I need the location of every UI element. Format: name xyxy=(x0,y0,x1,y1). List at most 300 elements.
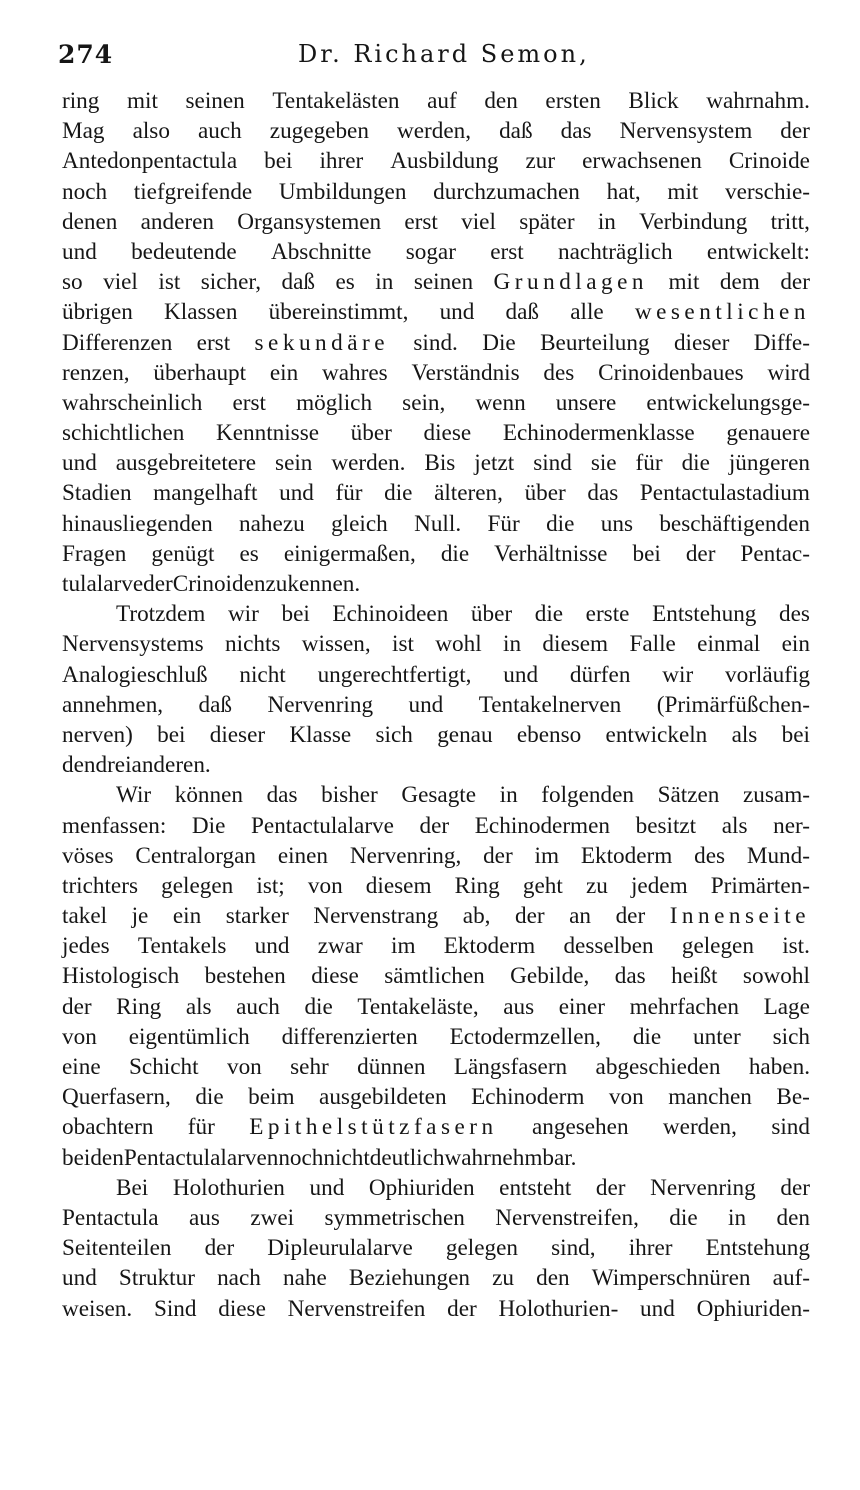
word: genauere xyxy=(726,420,810,447)
word: tulalarve xyxy=(62,571,144,597)
word: Diffe- xyxy=(753,329,810,356)
word: Analogieschluß xyxy=(62,661,208,688)
word: Fragen xyxy=(62,540,127,567)
word: Klasse xyxy=(289,721,352,748)
page-header xyxy=(58,40,808,76)
text-line xyxy=(62,599,810,629)
word: die xyxy=(384,480,413,507)
word: von xyxy=(608,1084,644,1111)
word: in xyxy=(503,631,522,658)
word: Be- xyxy=(776,1084,810,1111)
word: ausgebildeten xyxy=(319,1084,447,1111)
word: Verbindung xyxy=(639,208,748,235)
word: hat, xyxy=(606,178,641,205)
word: seinen xyxy=(185,88,245,114)
word: es xyxy=(239,540,259,567)
word: Abschnitte xyxy=(270,238,372,265)
text-line xyxy=(62,86,810,116)
word: sein xyxy=(275,450,313,477)
word: ist. xyxy=(782,933,810,960)
word: werden. xyxy=(331,450,406,477)
word: hinausliegenden xyxy=(62,510,213,537)
word: eigentümlich xyxy=(128,1023,250,1050)
word: vorläufig xyxy=(725,661,810,688)
word: Entstehung xyxy=(705,1235,810,1262)
word: Echinodermenklasse xyxy=(502,420,695,447)
word: über xyxy=(470,601,513,628)
word: der xyxy=(447,1295,477,1322)
word: ner- xyxy=(773,812,810,839)
word: mehrfachen xyxy=(629,993,740,1020)
word: bei xyxy=(781,721,810,748)
word: der xyxy=(685,540,716,567)
word: durchzumachen xyxy=(433,178,580,205)
word: nicht xyxy=(323,1144,370,1171)
word: diesem xyxy=(365,872,432,899)
word: Kenntnisse xyxy=(215,420,320,447)
word: annehmen, xyxy=(62,691,164,718)
word: in xyxy=(499,782,518,809)
word: möglich xyxy=(296,389,373,416)
word: Wimperschnüren xyxy=(591,1265,751,1292)
text-line xyxy=(62,629,810,659)
emphasized-word: wesentlichen xyxy=(634,299,810,326)
word: auf- xyxy=(772,1265,810,1292)
word: Ophiuriden- xyxy=(696,1295,810,1322)
text-line xyxy=(62,1143,810,1173)
word: gelegen xyxy=(445,1235,519,1262)
word: Trotzdem xyxy=(116,601,206,628)
word: zugegeben xyxy=(269,118,369,145)
word: das xyxy=(587,480,619,507)
word: daß xyxy=(499,118,533,145)
word: bei xyxy=(157,721,186,748)
word: Differenzen xyxy=(62,329,173,356)
word: in xyxy=(728,1204,747,1231)
word: der xyxy=(780,269,810,296)
word: Tentakeläste, xyxy=(357,993,479,1020)
word: kennen. xyxy=(287,571,361,597)
word: und xyxy=(279,480,314,507)
word: besitzt xyxy=(635,812,697,839)
word: für xyxy=(187,1114,215,1141)
word: nerven) xyxy=(62,721,133,748)
word: Umbildungen xyxy=(278,178,407,205)
word: sicher, xyxy=(200,269,262,296)
word: Sätzen xyxy=(657,782,720,809)
word: wenn xyxy=(475,389,526,416)
word: ist xyxy=(392,631,414,658)
word: anderen. xyxy=(131,752,211,779)
word: genügt xyxy=(151,540,215,567)
text-line xyxy=(62,961,810,991)
emphasized-word: Grundlagen xyxy=(493,269,649,296)
word: Nervenring xyxy=(267,691,374,718)
word: erst xyxy=(490,238,524,265)
word: nahe xyxy=(283,1265,327,1292)
word: Organsystemen xyxy=(237,208,382,235)
word: mangelhaft xyxy=(153,480,258,507)
text-line xyxy=(62,871,810,901)
text-line xyxy=(62,1173,810,1203)
word: Querfasern, xyxy=(62,1084,171,1111)
word: einen xyxy=(277,842,329,869)
word: den xyxy=(776,1204,810,1231)
word: wir xyxy=(662,661,694,688)
emphasized-word: Epithelstützfasern xyxy=(249,1114,498,1141)
word: Ektoderm xyxy=(580,842,673,869)
word: das xyxy=(266,782,298,809)
word: wissen, xyxy=(301,631,371,658)
word: sämtlichen xyxy=(384,963,485,990)
text-line xyxy=(62,1203,810,1233)
word: von xyxy=(307,872,343,899)
word: das xyxy=(614,963,646,990)
word: den xyxy=(484,88,518,114)
text-line xyxy=(62,720,810,750)
word: Nervenstreifen xyxy=(287,1295,426,1322)
word: und xyxy=(503,661,539,688)
word: Pentactulastadium xyxy=(639,480,810,507)
word: nahezu xyxy=(239,510,305,537)
word: Mund- xyxy=(746,842,810,869)
word: nachträglich xyxy=(558,238,673,265)
word: als xyxy=(721,812,748,839)
word: vöses xyxy=(62,842,114,869)
word: dünnen xyxy=(357,1054,426,1080)
word: Crinoiden xyxy=(172,571,266,597)
text-line xyxy=(62,1294,810,1324)
word: und xyxy=(62,238,97,265)
word: erwachsenen xyxy=(582,148,702,175)
word: unter xyxy=(693,1023,741,1050)
word: ausgebreitetere xyxy=(115,450,257,477)
word: haben. xyxy=(748,1054,810,1080)
word: Für xyxy=(487,510,520,537)
word: Die xyxy=(191,812,226,839)
text-line xyxy=(62,207,810,237)
word: wird xyxy=(767,359,810,386)
word: aus xyxy=(188,1204,220,1231)
text-line xyxy=(62,1022,810,1052)
word: Pentactulalarve xyxy=(251,812,394,839)
word: von xyxy=(62,1023,97,1050)
word: erste xyxy=(585,601,630,628)
word: als xyxy=(731,721,758,748)
word: Blick xyxy=(628,88,679,114)
word: jedem xyxy=(630,872,688,899)
word: unsere xyxy=(555,389,617,416)
word: ein xyxy=(172,903,202,930)
emphasized-word: Innenseite xyxy=(669,903,810,930)
word: als xyxy=(185,993,212,1020)
word: die xyxy=(546,510,575,537)
word: abgeschieden xyxy=(595,1054,721,1080)
word: Ring xyxy=(116,993,162,1020)
word: heißt xyxy=(671,963,718,990)
word: ihrer xyxy=(628,1235,673,1262)
word: übrigen xyxy=(62,299,133,326)
word: Pentactula xyxy=(62,1204,159,1231)
word: obachtern xyxy=(62,1114,154,1141)
word: Tentakelästen xyxy=(272,88,400,114)
word: Struktur xyxy=(118,1265,195,1292)
word: die xyxy=(195,1084,224,1111)
word: Verhältnisse xyxy=(494,540,608,567)
word: desselben xyxy=(563,933,654,960)
word: und xyxy=(408,691,444,718)
word: Antedonpentactula xyxy=(62,148,238,175)
word: in xyxy=(597,208,616,235)
word: übereinstimmt, xyxy=(268,299,409,326)
word: nichts xyxy=(225,631,281,658)
word: des xyxy=(779,601,810,628)
body-text xyxy=(62,86,810,1324)
word: jetzt xyxy=(474,450,515,477)
running-title: Dr. Richard Semon, xyxy=(298,40,590,68)
word: Nervenstrang xyxy=(313,903,439,930)
word: Nervenring xyxy=(650,1174,756,1201)
text-line xyxy=(62,539,810,569)
word: sein, xyxy=(402,389,446,416)
word: der xyxy=(483,842,513,869)
word: Ektoderm xyxy=(443,933,536,960)
text-line xyxy=(62,569,810,599)
word: Pentac- xyxy=(740,540,810,567)
text-line xyxy=(62,177,810,207)
word: zu xyxy=(585,872,608,899)
word: von xyxy=(226,1054,262,1080)
text-line xyxy=(62,509,810,539)
word: wahrnahm. xyxy=(706,88,810,114)
word: bei xyxy=(264,148,293,175)
word: entwickelt: xyxy=(706,238,810,265)
word: sind. xyxy=(413,329,458,356)
text-line xyxy=(62,146,810,176)
text-line xyxy=(62,841,810,871)
word: der xyxy=(615,903,646,930)
word: dem xyxy=(719,269,760,296)
word: bestehen xyxy=(204,963,286,990)
word: Seitenteilen xyxy=(62,1235,172,1262)
word: Mag xyxy=(62,118,105,145)
word: Nervensystem xyxy=(619,118,753,145)
text-line xyxy=(62,660,810,690)
word: zwei xyxy=(250,1204,295,1231)
word: Falle xyxy=(629,631,676,658)
word: denen xyxy=(62,208,118,235)
word: Wir xyxy=(116,782,152,809)
word: ring xyxy=(62,88,100,114)
word: den xyxy=(62,752,96,779)
word: nach xyxy=(217,1265,261,1292)
word: Tentakelnerven xyxy=(478,691,622,718)
emphasized-word: sekundäre xyxy=(254,329,390,356)
word: geht xyxy=(522,872,563,899)
word: Nervenstreifen, xyxy=(495,1204,639,1231)
word: Gesagte xyxy=(401,782,477,809)
word: werden, xyxy=(662,1114,737,1141)
word: Ophiuriden xyxy=(368,1174,475,1201)
word: die xyxy=(669,1204,698,1231)
word: Echinodermen xyxy=(474,812,610,839)
word: ersten xyxy=(545,88,601,114)
word: daß xyxy=(198,691,233,718)
word: sie xyxy=(590,450,617,477)
word: sogar xyxy=(405,238,456,265)
word: den xyxy=(536,1265,570,1292)
word: über xyxy=(524,480,566,507)
word: entsteht xyxy=(499,1174,572,1201)
text-line xyxy=(62,267,810,297)
word: zu xyxy=(265,571,288,597)
word: seinen xyxy=(413,269,474,296)
word: differenzierten xyxy=(281,1023,418,1050)
word: sowohl xyxy=(742,963,810,990)
word: mit xyxy=(126,88,158,114)
word: diese xyxy=(423,420,472,447)
word: ist; xyxy=(256,872,285,899)
text-line xyxy=(62,811,810,841)
word: sich xyxy=(375,721,413,748)
word: überhaupt xyxy=(153,359,247,386)
word: können xyxy=(174,782,243,809)
word: Sind xyxy=(153,1295,197,1322)
text-line xyxy=(62,116,810,146)
word: Beziehungen xyxy=(348,1265,470,1292)
word: weisen. xyxy=(62,1295,133,1322)
word: im xyxy=(391,933,416,960)
word: renzen, xyxy=(62,359,130,386)
word: menfassen: xyxy=(62,812,167,839)
word: dieser xyxy=(209,721,266,748)
word: Lage xyxy=(763,993,810,1020)
word: gelegen xyxy=(161,872,234,899)
word: ein xyxy=(269,359,299,386)
word: (Primärfüßchen- xyxy=(656,691,810,718)
text-line xyxy=(62,931,810,961)
word: Bis xyxy=(424,450,456,477)
text-line xyxy=(62,388,810,418)
word: zusam- xyxy=(743,782,810,809)
word: erst xyxy=(196,329,231,356)
word: über xyxy=(350,420,392,447)
word: bei xyxy=(281,601,310,628)
word: beim xyxy=(248,1084,295,1111)
word: bisher xyxy=(321,782,378,809)
word: mit xyxy=(668,269,700,296)
word: wohl xyxy=(435,631,482,658)
text-line xyxy=(62,448,810,478)
word: auch xyxy=(197,118,242,145)
word: tiefgreifende xyxy=(133,178,253,205)
word: Centralorgan xyxy=(135,842,256,869)
word: genau xyxy=(437,721,493,748)
word: der xyxy=(419,812,450,839)
word: Histologisch xyxy=(62,963,180,990)
word: so xyxy=(62,269,83,296)
word: verschie- xyxy=(725,178,810,205)
word: sind xyxy=(533,450,572,477)
word: der xyxy=(204,1235,235,1262)
word: diese xyxy=(311,963,359,990)
word: Ausbildung xyxy=(390,148,499,175)
word: Ectodermzellen, xyxy=(449,1023,601,1050)
word: alle xyxy=(570,299,604,326)
word: ihrer xyxy=(319,148,364,175)
word: manchen xyxy=(668,1084,752,1111)
word: uns xyxy=(600,510,633,537)
word: und xyxy=(640,1295,675,1322)
word: noch xyxy=(278,1144,324,1171)
word: also xyxy=(132,118,170,145)
word: wahrnehmbar. xyxy=(444,1144,577,1171)
word: die xyxy=(681,450,710,477)
word: daß xyxy=(505,299,540,326)
word: im xyxy=(534,842,559,869)
word: Dipleurulalarve xyxy=(267,1235,413,1262)
word: tritt, xyxy=(770,208,810,235)
word: gelegen xyxy=(681,933,754,960)
text-line xyxy=(62,1052,810,1082)
text-line xyxy=(62,1233,810,1263)
word: Schicht xyxy=(129,1054,199,1080)
word: zwar xyxy=(317,933,363,960)
word: takel xyxy=(62,903,108,930)
word: der xyxy=(595,1174,626,1201)
word: dieser xyxy=(673,329,730,356)
word: und xyxy=(62,450,97,477)
word: Tentakels xyxy=(137,933,227,960)
word: ab, xyxy=(462,903,491,930)
word: Holothurien xyxy=(172,1174,285,1201)
word: Verständnis xyxy=(411,359,520,386)
text-line xyxy=(62,418,810,448)
word: ungerechtfertigt, xyxy=(317,661,472,688)
word: Echinoderm xyxy=(471,1084,585,1111)
text-line xyxy=(62,992,810,1022)
word: viel xyxy=(103,269,138,296)
word: der xyxy=(780,1174,810,1201)
word: Ring xyxy=(454,872,500,899)
word: wahres xyxy=(321,359,388,386)
text-line xyxy=(62,237,810,267)
word: sehr xyxy=(290,1054,329,1080)
word: das xyxy=(560,118,592,145)
text-line xyxy=(62,297,810,327)
word: sind, xyxy=(551,1235,596,1262)
page-number: 274 xyxy=(58,40,114,69)
word: nicht xyxy=(239,661,286,688)
word: viel xyxy=(461,208,496,235)
word: Echinoideen xyxy=(332,601,449,628)
word: diesem xyxy=(542,631,609,658)
word: Stadien xyxy=(62,480,132,507)
text-line xyxy=(62,750,810,780)
word: je xyxy=(131,903,149,930)
word: werden, xyxy=(396,118,472,145)
word: gleich xyxy=(331,510,388,537)
word: später xyxy=(519,208,575,235)
word: entwickeln xyxy=(605,721,708,748)
word: Holothurien- xyxy=(498,1295,619,1322)
word: erst xyxy=(404,208,438,235)
word: Längsfasern xyxy=(453,1054,568,1080)
word: folgenden xyxy=(541,782,634,809)
text-line xyxy=(62,1112,810,1142)
word: auch xyxy=(236,993,280,1020)
word: wir xyxy=(227,601,259,628)
